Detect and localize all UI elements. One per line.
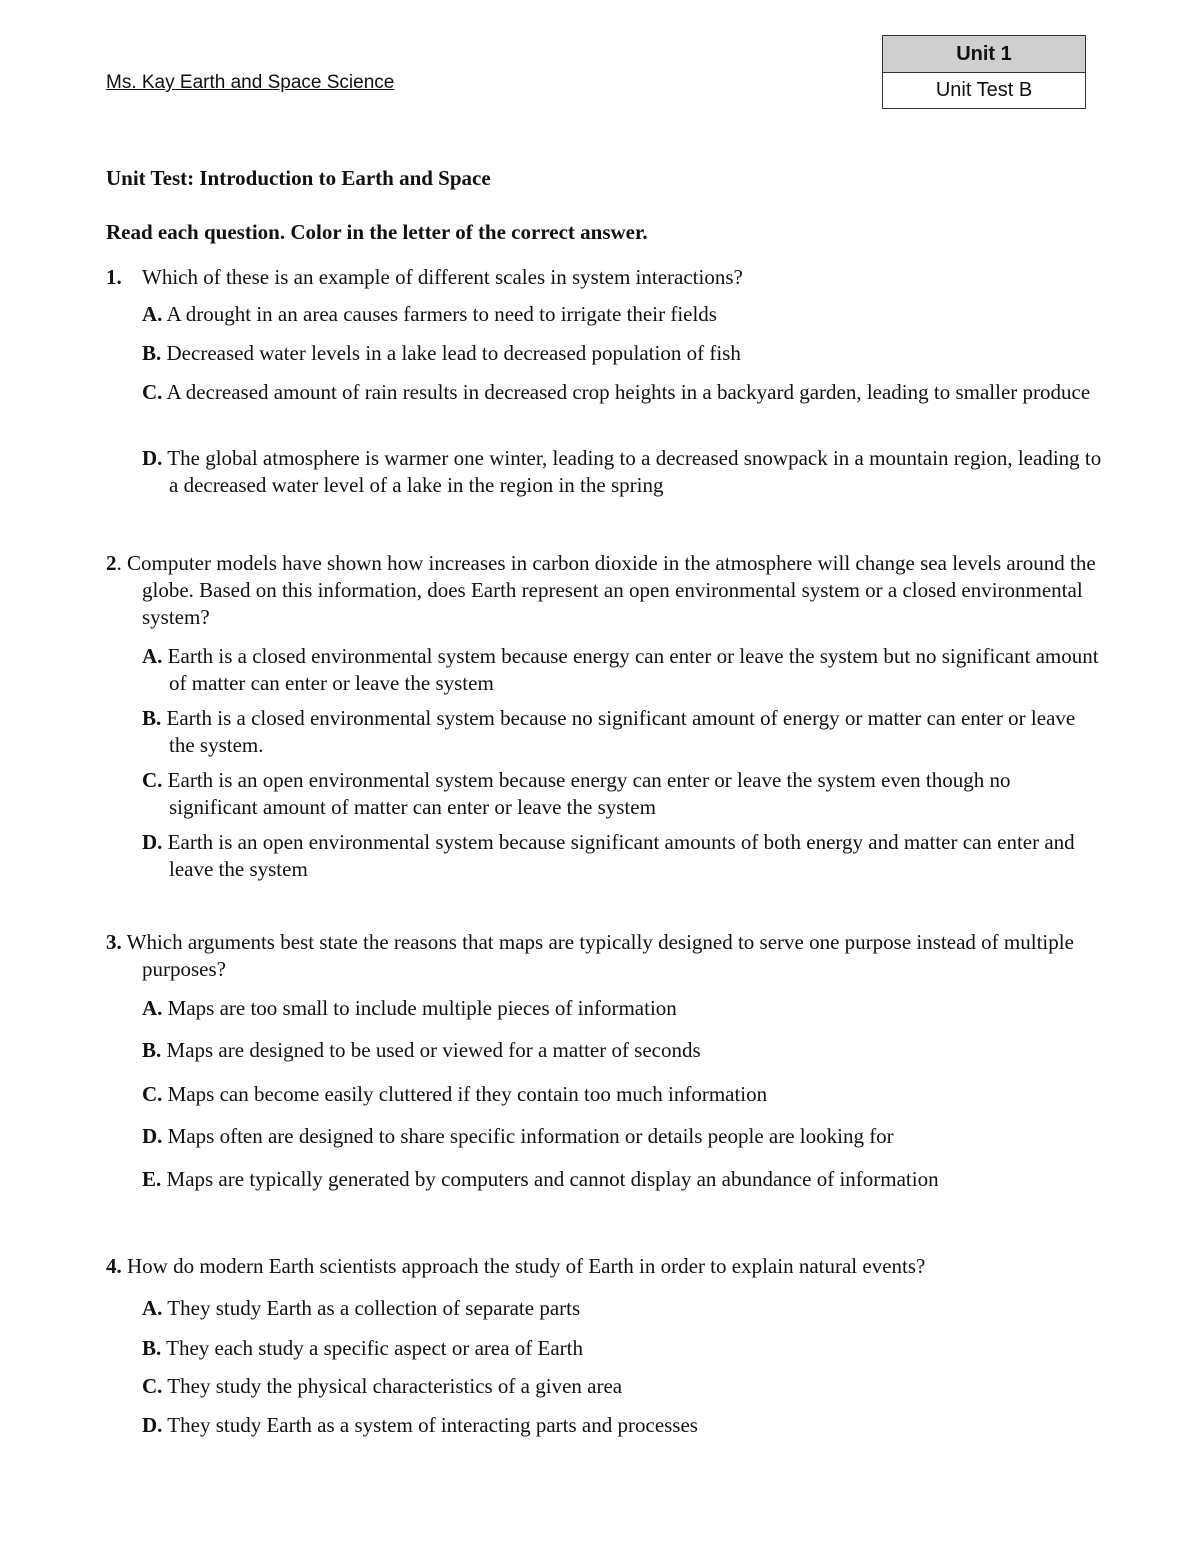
choice-letter: B. (142, 1038, 162, 1062)
choice-letter: A. (142, 302, 163, 326)
choice-text: Maps often are designed to share specific information or details people are looking for (167, 1124, 894, 1148)
choice-letter: A. (142, 644, 163, 668)
choice-letter: B. (142, 1336, 162, 1360)
choice-letter: D. (142, 1124, 163, 1148)
answer-choice[interactable] (142, 1335, 1102, 1362)
instructions: Read each question. Color in the letter of the correct answer. (106, 220, 648, 244)
choice-letter: B. (142, 341, 162, 365)
choice-letter: C. (142, 1374, 163, 1398)
answer-choice[interactable] (142, 445, 1102, 499)
choice-letter: D. (142, 1413, 163, 1437)
answer-choice[interactable] (142, 643, 1102, 697)
choice-letter: C. (142, 380, 163, 404)
question-text: Which of these is an example of different scales in system interactions? (142, 265, 743, 289)
question-number: 3. (106, 930, 122, 954)
choice-letter: C. (142, 1082, 163, 1106)
choice-text: A decreased amount of rain results in decreased crop heights in a backyard garden, leading to smaller produce (166, 380, 1091, 404)
question-number: 2 (106, 551, 117, 575)
choice-text: Maps are typically generated by computers and cannot display an abundance of information (166, 1167, 939, 1191)
question-number: 4. (106, 1254, 122, 1278)
unit-number: Unit 1 (883, 36, 1085, 73)
answer-choice[interactable] (142, 1373, 1102, 1400)
choice-text: Earth is a closed environmental system because no significant amount of energy or matter can enter or leave the system. (166, 706, 1076, 757)
question-text: How do modern Earth scientists approach the study of Earth in order to explain natural events? (127, 1254, 926, 1278)
choice-text: A drought in an area causes farmers to need to irrigate their fields (166, 302, 717, 326)
question-stem (106, 929, 1106, 983)
question-1 (106, 264, 1106, 291)
choice-text: They each study a specific aspect or area of Earth (166, 1336, 584, 1360)
answer-choice[interactable] (142, 379, 1102, 406)
choice-letter: E. (142, 1167, 162, 1191)
choice-text: Earth is an open environmental system because energy can enter or leave the system even though no significant amount of matter can enter or leave the system (167, 768, 1011, 819)
choice-letter: B. (142, 706, 162, 730)
choice-text: Decreased water levels in a lake lead to decreased population of fish (166, 341, 741, 365)
choice-text: They study the physical characteristics of a given area (167, 1374, 623, 1398)
question-number: 1. (106, 265, 122, 289)
answer-choice[interactable] (142, 1123, 1102, 1150)
choice-text: They study Earth as a collection of separate parts (167, 1296, 581, 1320)
course-title: Ms. Kay Earth and Space Science (106, 72, 395, 93)
question-text: . Computer models have shown how increases in carbon dioxide in the atmosphere will change sea levels around the globe. Based on this information, does Earth represent an open environmental system or a closed environmental system? (116, 551, 1096, 629)
answer-choice[interactable] (142, 995, 1102, 1022)
answer-choice[interactable] (142, 1166, 1102, 1193)
choice-text: Earth is an open environmental system because significant amounts of both energy and matter can enter and leave the system (167, 830, 1075, 881)
question-text: Which arguments best state the reasons that maps are typically designed to serve one purpose instead of multiple purposes? (126, 930, 1074, 981)
choice-letter: D. (142, 446, 163, 470)
question-3 (106, 929, 1106, 1191)
test-title: Unit Test: Introduction to Earth and Space (106, 166, 491, 190)
choice-text: Maps are designed to be used or viewed for a matter of seconds (166, 1038, 701, 1062)
choice-text: Earth is a closed environmental system because energy can enter or leave the system but no significant amount of matter can enter or leave the system (167, 644, 1099, 695)
question-2 (106, 550, 1106, 881)
choice-letter: A. (142, 1296, 163, 1320)
choice-text: Maps can become easily cluttered if they contain too much information (167, 1082, 768, 1106)
answer-choice[interactable] (142, 1081, 1102, 1108)
choice-text: Maps are too small to include multiple pieces of information (167, 996, 677, 1020)
question-4 (106, 1253, 1106, 1437)
answer-choice[interactable] (142, 705, 1102, 759)
choice-letter: A. (142, 996, 163, 1020)
answer-choice[interactable] (142, 1037, 1102, 1064)
answer-choice[interactable] (142, 1295, 1102, 1322)
question-stem (106, 1253, 1106, 1280)
answer-choice[interactable] (142, 829, 1102, 883)
answer-choice[interactable] (142, 340, 1102, 367)
answer-choice[interactable] (142, 767, 1102, 821)
answer-choice[interactable] (142, 1412, 1102, 1439)
unit-test-label: Unit Test B (935, 79, 1033, 101)
question-stem (106, 264, 1106, 291)
choice-letter: C. (142, 768, 163, 792)
unit-label-box (882, 35, 1086, 109)
choice-text: The global atmosphere is warmer one winter, leading to a decreased snowpack in a mountain region, leading to a decreased water level of a lake in the region in the spring (167, 446, 1102, 497)
question-stem (106, 550, 1106, 631)
answer-choice[interactable] (142, 301, 1102, 328)
choice-text: They study Earth as a system of interacting parts and processes (167, 1413, 698, 1437)
choice-letter: D. (142, 830, 163, 854)
